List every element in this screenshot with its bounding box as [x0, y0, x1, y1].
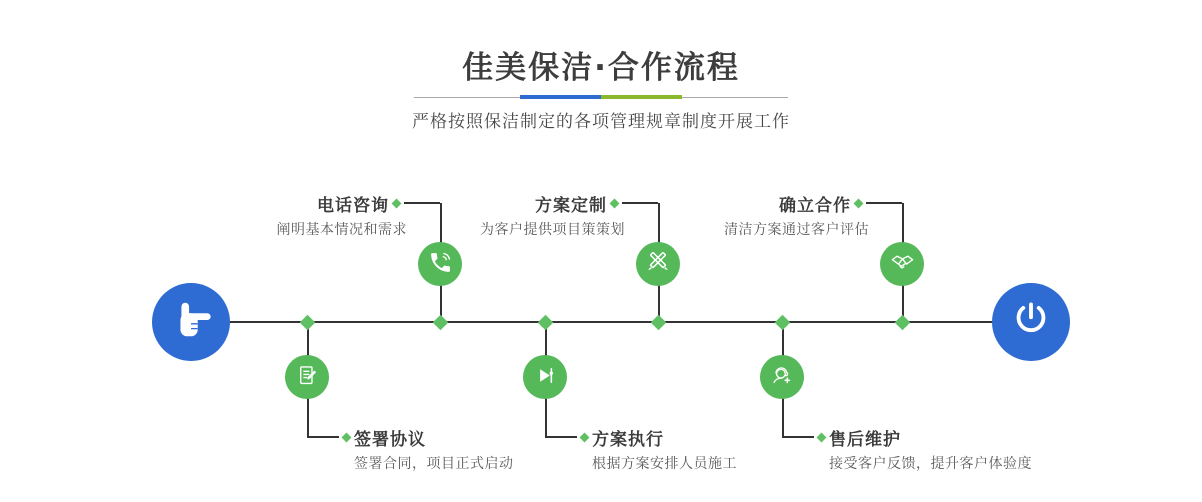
- hand-pointer-icon: [168, 297, 214, 347]
- timeline-node-diamond: [774, 314, 790, 330]
- step-node-plan: [636, 242, 680, 286]
- handshake-icon: [889, 249, 916, 280]
- timeline-node-diamond: [432, 314, 448, 330]
- step-title: 确立合作: [779, 195, 851, 216]
- headset-plus-icon: [769, 362, 795, 392]
- step-node-cooperate: [880, 242, 924, 286]
- phone-icon: [428, 250, 453, 279]
- step-desc: 签署合同，项目正式启动: [354, 456, 514, 472]
- divider-accent: [520, 95, 682, 99]
- step-label-phone: [277, 192, 441, 239]
- label-line: [545, 436, 577, 438]
- label-diamond: [854, 198, 864, 208]
- power-icon: [1009, 298, 1053, 346]
- design-tools-icon: [645, 249, 671, 279]
- play-slider-icon: [533, 363, 558, 392]
- page-title: 佳美保洁·合作流程: [462, 50, 740, 86]
- step-title: 售后维护: [829, 429, 901, 450]
- step-desc: 阐明基本情况和需求: [276, 222, 407, 238]
- label-diamond: [610, 198, 620, 208]
- label-line: [307, 436, 339, 438]
- timeline-node-diamond: [894, 314, 910, 330]
- step-label-sign: [307, 426, 514, 473]
- step-label-plan: [480, 192, 658, 239]
- step-title: 方案定制: [535, 195, 607, 216]
- step-node-aftersales: [760, 355, 804, 399]
- step-desc: 为客户提供项目策策划: [480, 222, 625, 238]
- step-title: 电话咨询: [317, 195, 389, 216]
- label-line: [782, 436, 814, 438]
- label-diamond: [580, 432, 590, 442]
- step-desc: 接受客户反馈，提升客户体验度: [829, 456, 1032, 472]
- label-line: [404, 202, 440, 204]
- step-label-cooperate: [724, 192, 902, 239]
- start-node: [152, 283, 230, 361]
- timeline-node-diamond: [299, 314, 315, 330]
- step-label-aftersales: [782, 426, 1032, 473]
- step-node-phone: [418, 242, 462, 286]
- page-subtitle: 严格按照保洁制定的各项管理规章制度开展工作: [412, 112, 790, 132]
- divider-blue-segment: [520, 95, 601, 99]
- label-line: [866, 202, 902, 204]
- timeline-node-diamond: [650, 314, 666, 330]
- step-node-execute: [523, 355, 567, 399]
- label-diamond: [392, 198, 402, 208]
- label-diamond: [342, 432, 352, 442]
- step-title: 签署协议: [354, 429, 426, 450]
- step-node-sign: [285, 355, 329, 399]
- contract-icon: [295, 363, 320, 392]
- divider-green-segment: [601, 95, 682, 99]
- timeline-line: [226, 321, 994, 323]
- step-label-execute: [545, 426, 737, 473]
- end-node: [992, 283, 1070, 361]
- label-diamond: [817, 432, 827, 442]
- step-desc: 根据方案安排人员施工: [592, 456, 737, 472]
- label-line: [622, 202, 658, 204]
- step-title: 方案执行: [592, 429, 664, 450]
- step-desc: 清洁方案通过客户评估: [724, 222, 869, 238]
- timeline-node-diamond: [537, 314, 553, 330]
